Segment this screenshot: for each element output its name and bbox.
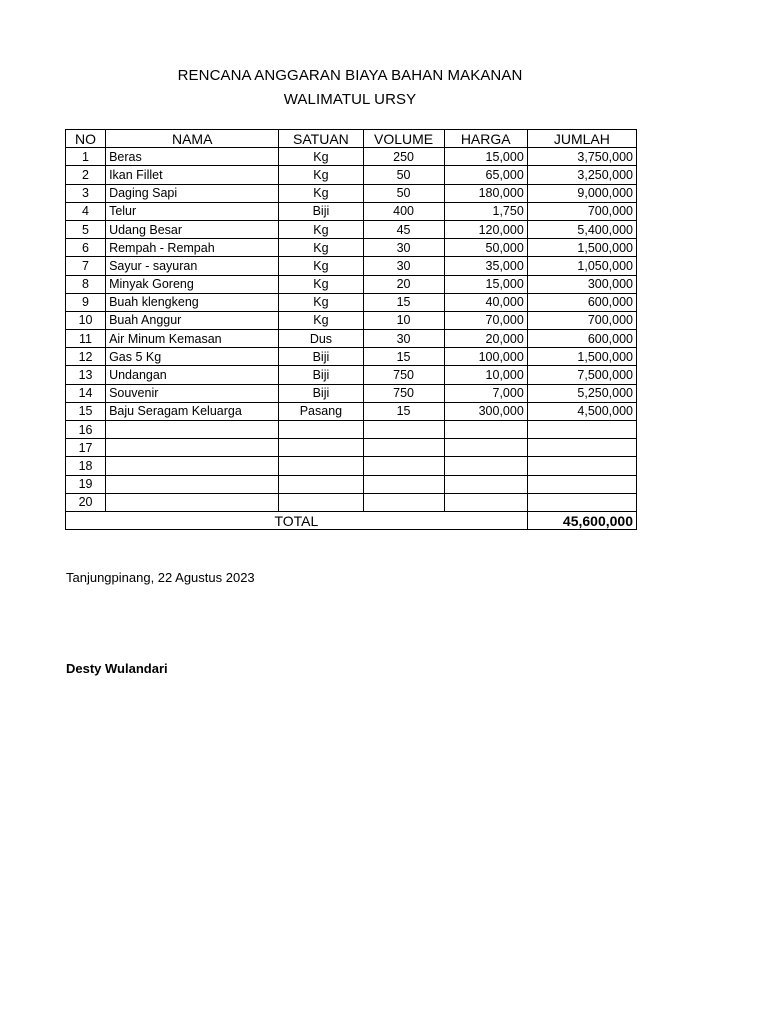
cell-harga: 180,000	[444, 184, 527, 202]
cell-satuan	[279, 439, 363, 457]
table-row	[66, 202, 637, 220]
table-row	[66, 184, 637, 202]
cell-nama: Udang Besar	[106, 220, 279, 238]
cell-volume: 30	[363, 239, 444, 257]
total-row	[66, 511, 637, 529]
cell-jumlah	[527, 475, 636, 493]
total-value: 45,600,000	[527, 511, 636, 529]
cell-nama: Buah klengkeng	[106, 293, 279, 311]
cell-volume: 50	[363, 166, 444, 184]
table-row	[66, 457, 637, 475]
cell-no: 19	[66, 475, 106, 493]
cell-satuan: Biji	[279, 384, 363, 402]
cell-volume	[363, 421, 444, 439]
cell-no: 12	[66, 348, 106, 366]
cell-volume: 15	[363, 348, 444, 366]
cell-no: 7	[66, 257, 106, 275]
cell-harga: 7,000	[444, 384, 527, 402]
cell-volume: 250	[363, 148, 444, 166]
cell-volume	[363, 493, 444, 511]
cell-jumlah: 600,000	[527, 293, 636, 311]
table-row	[66, 148, 637, 166]
cell-jumlah	[527, 457, 636, 475]
cell-no: 18	[66, 457, 106, 475]
table-row	[66, 384, 637, 402]
cell-nama	[106, 493, 279, 511]
cell-volume: 750	[363, 366, 444, 384]
cell-harga: 15,000	[444, 275, 527, 293]
cell-harga: 100,000	[444, 348, 527, 366]
cell-volume: 400	[363, 202, 444, 220]
cell-jumlah: 600,000	[527, 330, 636, 348]
cell-volume	[363, 439, 444, 457]
cell-volume	[363, 457, 444, 475]
cell-satuan: Biji	[279, 202, 363, 220]
cell-nama: Daging Sapi	[106, 184, 279, 202]
cell-volume: 30	[363, 330, 444, 348]
header-satuan: SATUAN	[279, 130, 363, 148]
cell-satuan	[279, 475, 363, 493]
cell-harga	[444, 493, 527, 511]
cell-no: 15	[66, 402, 106, 420]
cell-nama: Ikan Fillet	[106, 166, 279, 184]
cell-jumlah: 300,000	[527, 275, 636, 293]
cell-jumlah: 700,000	[527, 202, 636, 220]
header-no: NO	[66, 130, 106, 148]
cell-volume: 30	[363, 257, 444, 275]
cell-nama	[106, 421, 279, 439]
table-header-row	[66, 130, 637, 148]
cell-harga: 300,000	[444, 402, 527, 420]
table-row	[66, 330, 637, 348]
document-title: RENCANA ANGGARAN BIAYA BAHAN MAKANAN	[177, 67, 523, 84]
cell-harga: 15,000	[444, 148, 527, 166]
cell-satuan: Kg	[279, 166, 363, 184]
header-jumlah: JUMLAH	[527, 130, 636, 148]
budget-table	[65, 129, 637, 530]
cell-satuan	[279, 457, 363, 475]
cell-harga	[444, 421, 527, 439]
cell-satuan: Kg	[279, 148, 363, 166]
table-body	[66, 148, 637, 512]
cell-volume: 15	[363, 402, 444, 420]
cell-satuan: Kg	[279, 293, 363, 311]
cell-no: 8	[66, 275, 106, 293]
cell-satuan: Biji	[279, 348, 363, 366]
cell-nama: Baju Seragam Keluarga	[106, 402, 279, 420]
cell-nama: Telur	[106, 202, 279, 220]
cell-no: 11	[66, 330, 106, 348]
cell-satuan: Kg	[279, 239, 363, 257]
cell-no: 14	[66, 384, 106, 402]
table-row	[66, 421, 637, 439]
cell-volume: 20	[363, 275, 444, 293]
cell-volume: 750	[363, 384, 444, 402]
cell-jumlah: 1,500,000	[527, 348, 636, 366]
place-date: Tanjungpinang, 22 Agustus 2023	[66, 570, 255, 585]
cell-harga: 20,000	[444, 330, 527, 348]
cell-no: 4	[66, 202, 106, 220]
table-row	[66, 402, 637, 420]
cell-jumlah: 5,250,000	[527, 384, 636, 402]
cell-jumlah: 3,750,000	[527, 148, 636, 166]
table-row	[66, 366, 637, 384]
cell-harga: 10,000	[444, 366, 527, 384]
document-subtitle: WALIMATUL URSY	[283, 91, 417, 108]
table-row	[66, 239, 637, 257]
cell-nama: Minyak Goreng	[106, 275, 279, 293]
cell-jumlah	[527, 421, 636, 439]
table-row	[66, 493, 637, 511]
cell-no: 16	[66, 421, 106, 439]
cell-volume: 10	[363, 311, 444, 329]
cell-no: 13	[66, 366, 106, 384]
cell-satuan: Kg	[279, 220, 363, 238]
cell-harga: 35,000	[444, 257, 527, 275]
cell-volume	[363, 475, 444, 493]
cell-satuan: Kg	[279, 184, 363, 202]
cell-harga: 65,000	[444, 166, 527, 184]
cell-no: 20	[66, 493, 106, 511]
cell-satuan: Kg	[279, 311, 363, 329]
cell-harga	[444, 457, 527, 475]
header-harga: HARGA	[444, 130, 527, 148]
table-row	[66, 275, 637, 293]
cell-satuan	[279, 421, 363, 439]
cell-harga	[444, 475, 527, 493]
cell-jumlah: 7,500,000	[527, 366, 636, 384]
cell-jumlah: 1,050,000	[527, 257, 636, 275]
cell-nama: Beras	[106, 148, 279, 166]
cell-volume: 15	[363, 293, 444, 311]
cell-harga	[444, 439, 527, 457]
cell-jumlah	[527, 439, 636, 457]
cell-satuan: Dus	[279, 330, 363, 348]
cell-satuan: Kg	[279, 275, 363, 293]
cell-no: 17	[66, 439, 106, 457]
cell-no: 6	[66, 239, 106, 257]
cell-nama: Gas 5 Kg	[106, 348, 279, 366]
table-row	[66, 220, 637, 238]
cell-no: 3	[66, 184, 106, 202]
table-row	[66, 311, 637, 329]
cell-jumlah: 5,400,000	[527, 220, 636, 238]
cell-harga: 1,750	[444, 202, 527, 220]
cell-jumlah: 3,250,000	[527, 166, 636, 184]
table-row	[66, 439, 637, 457]
cell-volume: 45	[363, 220, 444, 238]
cell-nama: Buah Anggur	[106, 311, 279, 329]
cell-nama: Undangan	[106, 366, 279, 384]
cell-harga: 70,000	[444, 311, 527, 329]
cell-no: 2	[66, 166, 106, 184]
table-row	[66, 348, 637, 366]
cell-jumlah	[527, 493, 636, 511]
cell-nama	[106, 475, 279, 493]
cell-no: 5	[66, 220, 106, 238]
cell-volume: 50	[363, 184, 444, 202]
signer-name: Desty Wulandari	[66, 661, 168, 676]
cell-satuan: Pasang	[279, 402, 363, 420]
cell-jumlah: 4,500,000	[527, 402, 636, 420]
cell-harga: 40,000	[444, 293, 527, 311]
cell-satuan: Biji	[279, 366, 363, 384]
cell-nama	[106, 439, 279, 457]
cell-nama: Sayur - sayuran	[106, 257, 279, 275]
table-row	[66, 166, 637, 184]
cell-jumlah: 9,000,000	[527, 184, 636, 202]
total-label: TOTAL	[66, 511, 528, 529]
cell-no: 9	[66, 293, 106, 311]
cell-satuan	[279, 493, 363, 511]
cell-nama: Air Minum Kemasan	[106, 330, 279, 348]
cell-harga: 50,000	[444, 239, 527, 257]
table-row	[66, 475, 637, 493]
cell-no: 1	[66, 148, 106, 166]
cell-jumlah: 700,000	[527, 311, 636, 329]
header-volume: VOLUME	[363, 130, 444, 148]
table-row	[66, 257, 637, 275]
cell-nama: Rempah - Rempah	[106, 239, 279, 257]
header-nama: NAMA	[106, 130, 279, 148]
cell-no: 10	[66, 311, 106, 329]
table-row	[66, 293, 637, 311]
cell-jumlah: 1,500,000	[527, 239, 636, 257]
cell-satuan: Kg	[279, 257, 363, 275]
cell-nama	[106, 457, 279, 475]
cell-nama: Souvenir	[106, 384, 279, 402]
cell-harga: 120,000	[444, 220, 527, 238]
